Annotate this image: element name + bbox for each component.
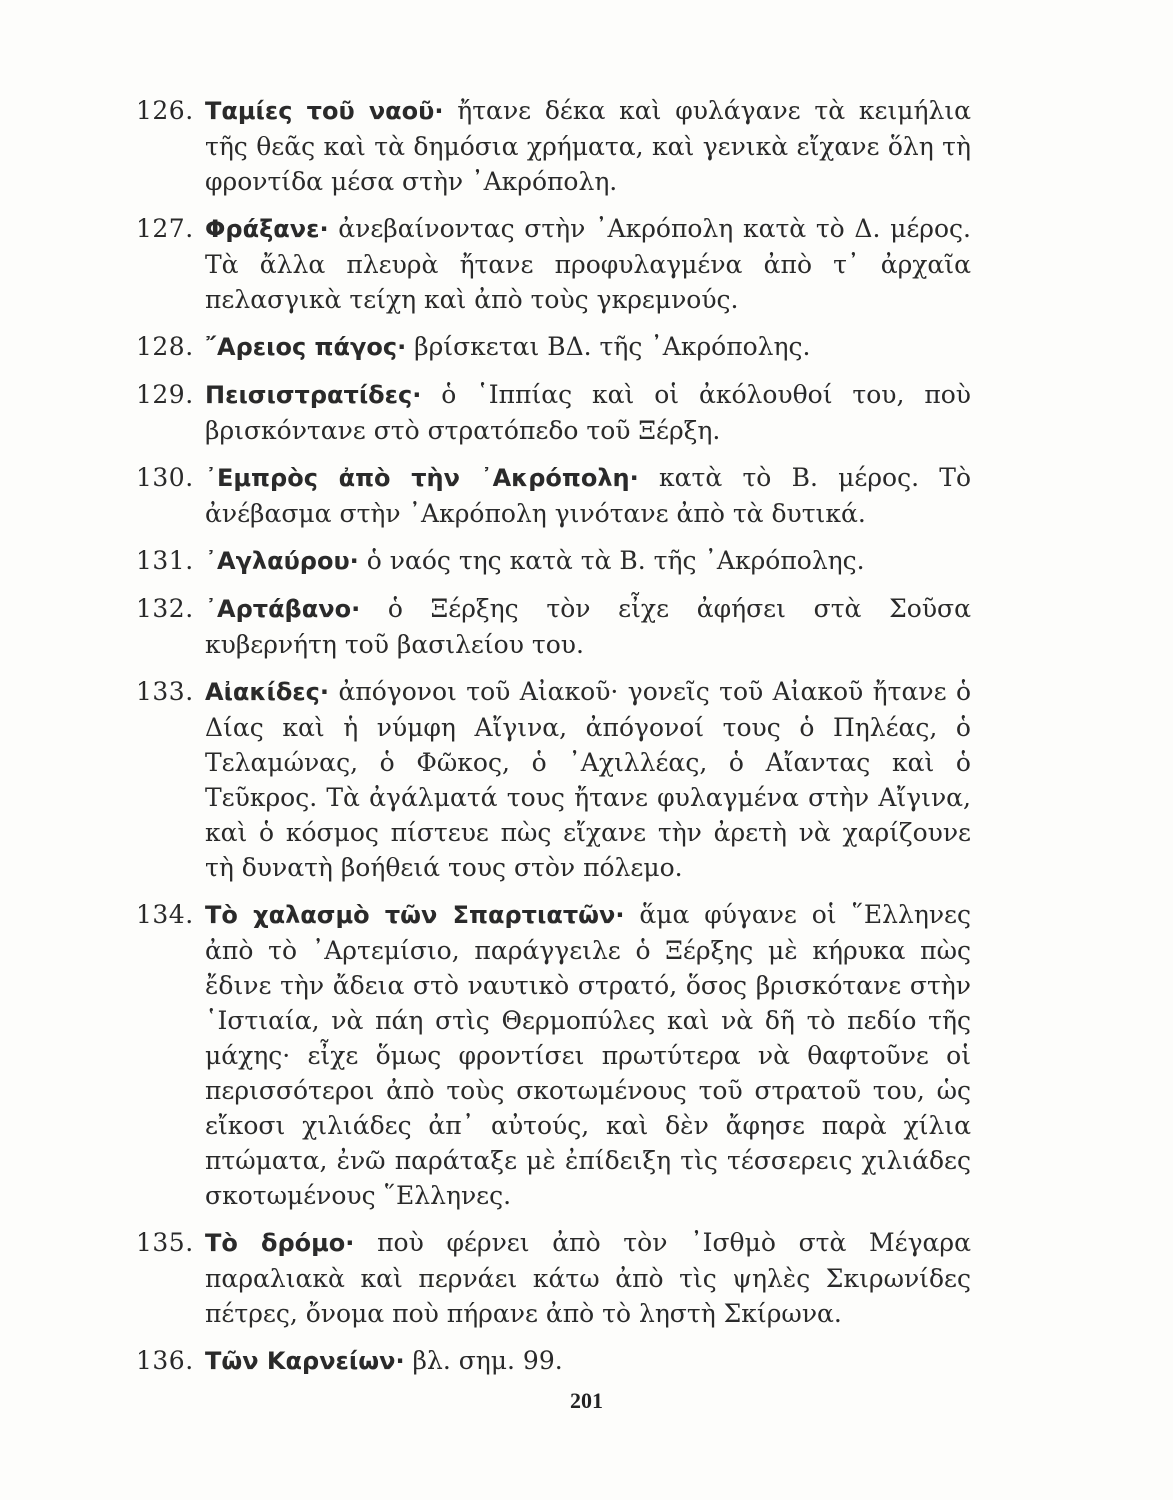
endnote-127: [0, 211, 1173, 317]
note-text: ἤτανε δέκα καὶ φυλάγανε τὰ κειμήλια τῆς θεᾶς καὶ τὰ δημόσια χρήματα, καὶ γενικὰ εἴχανε ὅλη τὴ φροντίδα μέσα στὴν ᾿Ακρόπολη.: [205, 96, 972, 196]
endnote-126: [0, 93, 1173, 199]
note-number: 132.: [136, 594, 194, 623]
note-body: [205, 460, 971, 531]
page-number: 201: [570, 1388, 603, 1413]
note-number: 136.: [136, 1346, 194, 1375]
endnote-131: [0, 543, 1173, 579]
note-text: ἀπόγονοι τοῦ Αἰακοῦ· γονεῖς τοῦ Αἰακοῦ ἤτανε ὁ Δίας καὶ ἡ νύμφη Αἴγινα, ἀπόγονοί τους ὁ Πηλέας, ὁ Τελαμώνας, ὁ Φῶκος, ὁ ᾿Αχιλλέας, ὁ Αἴαντας καὶ ὁ Τεῦκρος. Τὰ ἀγάλματά τους ἤτανε φυλαγμένα στὴν Αἴγινα, καὶ ὁ κόσμος πίστευε πὼς εἴχανε τὴν ἀρετὴ νὰ χαρίζουνε τὴ δυνατὴ βοήθειά τους στὸν πόλεμο.: [205, 677, 971, 882]
endnote-128: [0, 329, 1173, 365]
note-text: ὁ Ξέρξης τὸν εἶχε ἀφήσει στὰ Σοῦσα κυβερνήτη τοῦ βασιλείου του.: [205, 594, 971, 659]
endnote-132: [0, 591, 1173, 662]
note-number: 126.: [136, 96, 194, 125]
note-body: [205, 674, 971, 885]
note-body: [205, 93, 971, 199]
note-heading: ᾿Εμπρὸς ἀπὸ τὴν ᾿Ακρόπολη·: [205, 464, 639, 492]
note-body: [205, 1225, 971, 1331]
note-body: [205, 377, 971, 448]
note-text: βλ. σημ. 99.: [404, 1346, 563, 1375]
endnote-135: [0, 1225, 1173, 1331]
note-text: ποὺ φέρνει ἀπὸ τὸν ᾿Ισθμὸ στὰ Μέγαρα παραλιακὰ καὶ περνάει κάτω ἀπὸ τὶς ψηλὲς Σκιρωνίδες πέτρες, ὄνομα ποὺ πήρανε ἀπὸ τὸ ληστὴ Σκίρωνα.: [205, 1228, 971, 1328]
note-heading: Τὸ χαλασμὸ τῶν Σπαρτιατῶν·: [205, 901, 625, 929]
note-heading: ᾿Αρτάβανο·: [205, 595, 361, 623]
endnote-136: [0, 1343, 1173, 1379]
note-heading: Φράξανε·: [205, 215, 329, 243]
note-number: 135.: [136, 1228, 194, 1257]
note-number: 130.: [136, 463, 194, 492]
endnote-130: [0, 460, 1173, 531]
note-text: ὁ ῾Ιππίας καὶ οἱ ἀκόλουθοί του, ποὺ βρισκόντανε στὸ στρατόπεδο τοῦ Ξέρξη.: [205, 380, 971, 445]
note-heading: Ταμίες τοῦ ναοῦ·: [205, 97, 444, 125]
note-body: [205, 543, 971, 579]
note-heading: Τὸ δρόμο·: [205, 1229, 355, 1257]
note-number: 134.: [136, 900, 194, 929]
endnote-129: [0, 377, 1173, 448]
note-body: [205, 211, 971, 317]
note-heading: ᾿Αγλαύρου·: [205, 547, 359, 575]
note-body: [205, 591, 971, 662]
note-body: [205, 329, 971, 365]
note-number: 129.: [136, 380, 194, 409]
note-text: κατὰ τὸ Β. μέρος. Τὸ ἀνέβασμα στὴν ᾿Ακρόπολη γινότανε ἀπὸ τὰ δυτικά.: [205, 463, 971, 528]
note-heading: Πεισιστρατίδες·: [205, 381, 422, 409]
endnote-134: [0, 897, 1173, 1213]
note-number: 133.: [136, 677, 194, 706]
note-text: ἅμα φύγανε οἱ ῞Ελληνες ἀπὸ τὸ ᾿Αρτεμίσιο, παράγγειλε ὁ Ξέρξης μὲ κήρυκα πὼς ἔδινε τὴν ἄδεια στὸ ναυτικὸ στρατό, ὅσος βρισκότανε στὴν ῾Ιστιαία, νὰ πάη στὶς Θερμοπύλες καὶ νὰ δῆ τὸ πεδίο τῆς μάχης· εἶχε ὅμως φροντίσει πρωτύτερα νὰ θαφτοῦνε οἱ περισσότεροι ἀπὸ τοὺς σκοτωμένους τοῦ στρατοῦ του, ὡς εἴκοσι χιλιάδες ἀπ᾿ αὐτούς, καὶ δὲν ἄφησε παρὰ χίλια πτώματα, ἐνῶ παράταξε μὲ ἐπίδειξη τὶς τέσσερεις χιλιάδες σκοτωμένους ῞Ελληνες.: [205, 900, 971, 1210]
note-text: ἀνεβαίνοντας στὴν ᾿Ακρόπολη κατὰ τὸ Δ. μέρος. Τὰ ἄλλα πλευρὰ ἤτανε προφυλαγμένα ἀπὸ τ᾿ ἀρχαῖα πελασγικὰ τείχη καὶ ἀπὸ τοὺς γκρεμνούς.: [205, 214, 971, 314]
endnotes-list: [0, 93, 1173, 1391]
note-number: 131.: [136, 546, 194, 575]
note-text: ὁ ναός της κατὰ τὰ Β. τῆς ᾿Ακρόπολης.: [358, 546, 865, 575]
endnote-133: [0, 674, 1173, 885]
note-heading: ῎Αρειος πάγος·: [205, 333, 407, 361]
note-body: [205, 1343, 971, 1379]
note-number: 128.: [136, 332, 194, 361]
note-number: 127.: [136, 214, 194, 243]
note-heading: Τῶν Καρνείων·: [205, 1347, 405, 1375]
note-heading: Αἰακίδες·: [205, 678, 330, 706]
note-body: [205, 897, 971, 1213]
note-text: βρίσκεται ΒΔ. τῆς ᾿Ακρόπολης.: [406, 332, 811, 361]
